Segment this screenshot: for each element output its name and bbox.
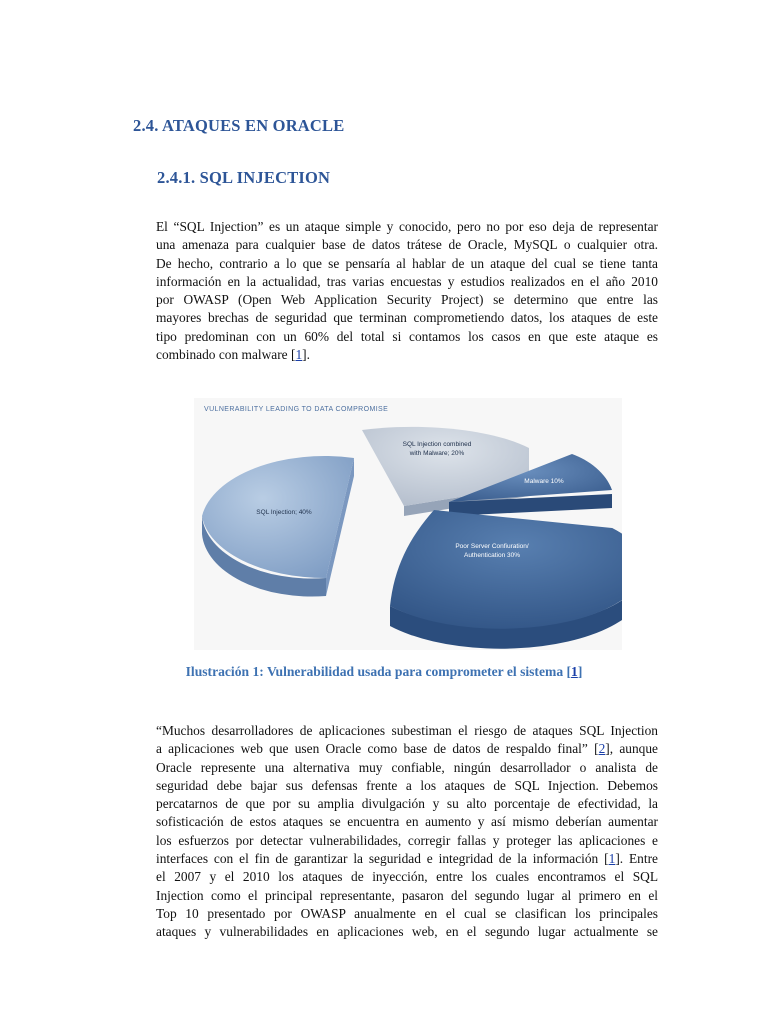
citation-link[interactable]: 1 — [571, 664, 578, 679]
citation-link[interactable]: 1 — [295, 347, 303, 363]
paragraph-body — [156, 722, 658, 942]
line-text: interfaces con el fin de garantizar la seguridad e integridad de la información — [156, 851, 605, 867]
paragraph-line: “Muchos desarrolladores de aplicaciones subestiman el riesgo de ataques SQL Injection — [156, 723, 658, 738]
paragraph-line: percatarnos de que por su amplia divulgación y su alto porcentaje de efectividad, la — [156, 796, 658, 812]
figure-caption — [0, 664, 768, 680]
section-title: 2.4. ATAQUES EN ORACLE — [133, 116, 345, 135]
paragraph-line: sofisticación de estos ataques se encuentra en aumento y así mismo deberían aumentar — [156, 814, 658, 830]
paragraph-line: los esfuerzos por detectar vulnerabilidades, corregir fallas y proteger las aplicaciones e — [156, 832, 658, 848]
ref-bracket: ]. — [302, 347, 310, 363]
subsection-title: 2.4.1. SQL INJECTION — [157, 168, 331, 187]
paragraph-line: Oracle represente una alternativa muy confiable, ningún desarrollador o analista de — [156, 759, 658, 775]
ref-bracket: [ — [290, 347, 296, 363]
ref-bracket: ] — [577, 664, 583, 679]
paragraph-line: El “SQL Injection” es un ataque simple y conocido, pero no por eso deja de representar — [156, 219, 658, 234]
paragraph-line: mayores brechas de seguridad que terminan comprometiendo datos, los ataques de este — [156, 310, 658, 326]
slice-label-poor: Poor Server Confiuration/ — [455, 543, 529, 550]
paragraph-line: ataques y vulnerabilidades en aplicaciones web, en el segundo lugar actualmente se — [156, 924, 658, 940]
slice-label-sqli: SQL Injection; 40% — [256, 509, 312, 516]
paragraph-line: por OWASP (Open Web Application Security Project) se determino que entre las — [156, 292, 658, 308]
paragraph-intro — [156, 218, 658, 364]
paragraph-line: seguridad debe bajar sus defensas frente a los ataques de SQL Injection. Debemos — [156, 777, 658, 793]
ref-bracket: ] — [615, 851, 620, 867]
line-text: combinado con malware — [156, 347, 291, 363]
ref-bracket: [ — [566, 664, 572, 679]
paragraph-line — [156, 346, 658, 364]
paragraph-line: Injection como el principal representante, pasaron del segundo lugar al primero en el — [156, 887, 658, 903]
paragraph-line: tipo predominan con un 60% del total si contamos los casos en que este ataque es — [156, 328, 658, 344]
slice-poor — [390, 510, 622, 629]
citation-link[interactable]: 1 — [608, 851, 616, 867]
citation-link[interactable]: 2 — [598, 741, 606, 757]
pie-chart-figure — [194, 398, 622, 650]
slice-label-poor: Authentication 30% — [463, 552, 521, 559]
slice-label-malware: Malware 10% — [524, 478, 564, 485]
slice-label-combined: SQL Injection combined — [402, 441, 472, 448]
ref-bracket: [ — [594, 741, 599, 757]
line-text: . Entre — [619, 851, 659, 867]
ref-bracket: [ — [604, 851, 609, 867]
line-text: a aplicaciones web que usen Oracle como base de datos de respaldo final” — [156, 741, 595, 757]
slice-label-combined: with Malware; 20% — [409, 450, 465, 457]
paragraph-line: el 2007 y el 2010 los ataques de inyección, entre los cuales encontramos el SQL — [156, 869, 658, 885]
paragraph-line — [156, 740, 658, 758]
paragraph-line: una amenaza para cualquier base de datos trátese de Oracle, MySQL o cualquier otra. — [156, 237, 658, 253]
line-text: , aunque — [609, 741, 658, 757]
pie-chart — [194, 398, 622, 650]
paragraph-line: Top 10 presentado por OWASP anualmente en el cual se clasifican los principales — [156, 905, 658, 921]
ref-bracket: ] — [605, 741, 610, 757]
caption-text: Ilustración 1: Vulnerabilidad usada para comprometer el sistema — [185, 664, 567, 679]
paragraph-line: información en la actualidad, tras varias encuestas y estudios realizados en el año 2010 — [156, 273, 658, 289]
chart-title: VULNERABILITY LEADING TO DATA COMPROMISE — [204, 406, 389, 413]
paragraph-line: De hecho, contrario a lo que se pensaría al hablar de un ataque del cual se tiene tanta — [156, 255, 658, 271]
paragraph-line — [156, 850, 658, 868]
